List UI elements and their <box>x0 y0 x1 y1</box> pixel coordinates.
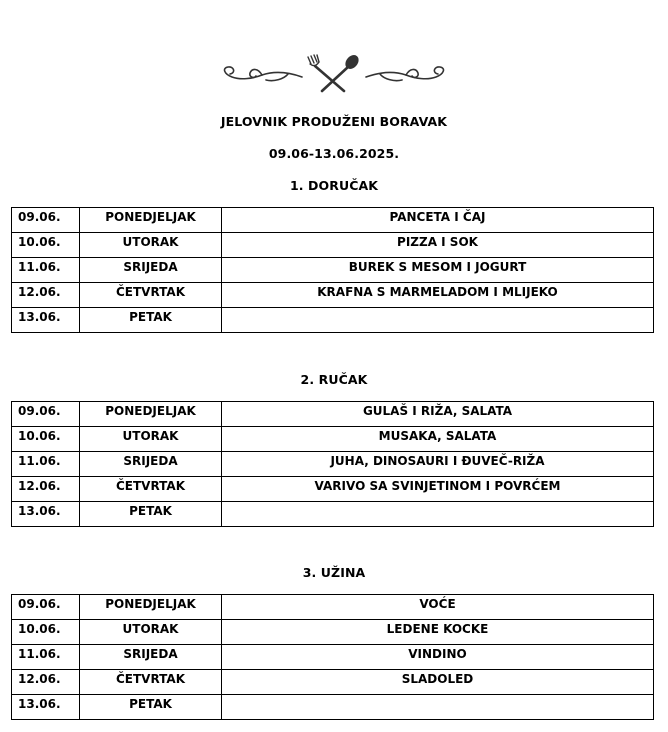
date-cell: 09.06. <box>12 402 80 427</box>
day-cell: SRIJEDA <box>80 452 222 477</box>
date-cell: 10.06. <box>12 427 80 452</box>
day-cell: PETAK <box>80 308 222 333</box>
meal-cell: BUREK S MESOM I JOGURT <box>222 258 654 283</box>
section-heading-breakfast: 1. DORUČAK <box>289 178 379 193</box>
meal-cell: VARIVO SA SVINJETINOM I POVRĆEM <box>222 477 654 502</box>
day-cell: ČETVRTAK <box>80 283 222 308</box>
date-cell: 10.06. <box>12 620 80 645</box>
date-cell: 09.06. <box>12 208 80 233</box>
meal-cell: PANCETA I ČAJ <box>222 208 654 233</box>
table-row <box>12 283 654 308</box>
meal-cell: KRAFNA S MARMELADOM I MLIJEKO <box>222 283 654 308</box>
table-row <box>12 670 654 695</box>
page-title: JELOVNIK PRODUŽENI BORAVAK <box>220 114 448 129</box>
table-row <box>12 645 654 670</box>
day-cell: PETAK <box>80 695 222 720</box>
meal-cell: PIZZA I SOK <box>222 233 654 258</box>
day-cell: ČETVRTAK <box>80 670 222 695</box>
table-row <box>12 477 654 502</box>
meal-cell: GULAŠ I RIŽA, SALATA <box>222 402 654 427</box>
meal-cell: VOĆE <box>222 595 654 620</box>
table-row <box>12 695 654 720</box>
snack-table <box>11 594 654 720</box>
date-cell: 13.06. <box>12 695 80 720</box>
date-range: 09.06-13.06.2025. <box>268 146 400 161</box>
date-cell: 13.06. <box>12 308 80 333</box>
day-cell: SRIJEDA <box>80 258 222 283</box>
day-cell: PONEDJELJAK <box>80 402 222 427</box>
date-cell: 11.06. <box>12 258 80 283</box>
table-row <box>12 595 654 620</box>
table-row <box>12 258 654 283</box>
lunch-table <box>11 401 654 527</box>
meal-cell <box>222 502 654 527</box>
day-cell: PETAK <box>80 502 222 527</box>
day-cell: PONEDJELJAK <box>80 595 222 620</box>
meal-cell: SLADOLED <box>222 670 654 695</box>
day-cell: UTORAK <box>80 427 222 452</box>
section-heading-lunch: 2. RUČAK <box>300 372 368 387</box>
date-cell: 10.06. <box>12 233 80 258</box>
date-cell: 11.06. <box>12 645 80 670</box>
date-cell: 13.06. <box>12 502 80 527</box>
day-cell: SRIJEDA <box>80 645 222 670</box>
table-row <box>12 208 654 233</box>
table-row <box>12 308 654 333</box>
table-row <box>12 427 654 452</box>
meal-cell: LEDENE KOCKE <box>222 620 654 645</box>
section-heading-snack: 3. UŽINA <box>302 565 366 580</box>
day-cell: UTORAK <box>80 620 222 645</box>
table-row <box>12 452 654 477</box>
date-cell: 09.06. <box>12 595 80 620</box>
meal-cell: VINDINO <box>222 645 654 670</box>
table-row <box>12 402 654 427</box>
day-cell: ČETVRTAK <box>80 477 222 502</box>
table-row <box>12 620 654 645</box>
date-cell: 12.06. <box>12 670 80 695</box>
meal-cell: JUHA, DINOSAURI I ĐUVEČ-RIŽA <box>222 452 654 477</box>
cutlery-ornament-icon <box>218 54 450 94</box>
meal-cell: MUSAKA, SALATA <box>222 427 654 452</box>
table-row <box>12 233 654 258</box>
day-cell: UTORAK <box>80 233 222 258</box>
date-cell: 12.06. <box>12 477 80 502</box>
table-row <box>12 502 654 527</box>
date-cell: 11.06. <box>12 452 80 477</box>
date-cell: 12.06. <box>12 283 80 308</box>
day-cell: PONEDJELJAK <box>80 208 222 233</box>
meal-cell <box>222 308 654 333</box>
breakfast-table <box>11 207 654 333</box>
meal-cell <box>222 695 654 720</box>
